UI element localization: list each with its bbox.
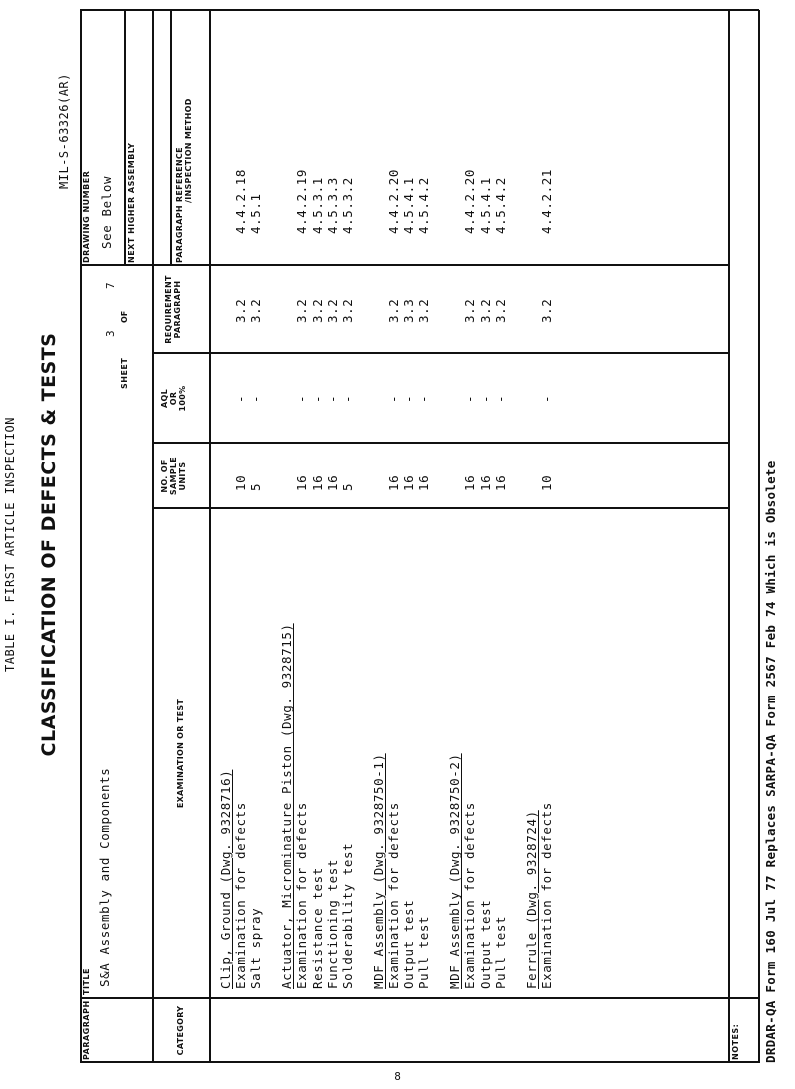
requirement-cell: 3.2 [386,298,401,323]
sample-units-cell: 16 [401,474,417,491]
aql-cell: - [538,394,554,403]
page-number: 8 [394,1070,401,1083]
paragraph-label: PARAGRAPH [82,1000,91,1060]
sample-units-cell: 5 [340,482,355,491]
aql-cell: - [294,394,310,403]
aql-cell: - [477,394,493,403]
of-label: OF [120,310,129,323]
item-heading: Clip, Ground (Dwg. 9328716) [218,769,233,989]
aql-cell: - [340,394,355,403]
col-header-paragraph-reference: PARAGRAPH REFERENCE /INSPECTION METHOD [175,98,193,263]
paragraph-reference-cell: 4.5.4.1 [401,177,417,234]
requirement-cell: 3.3 [401,298,417,323]
exam-cell: Pull test [492,915,508,989]
title-label: TITLE [82,968,91,995]
aql-cell: - [492,394,508,403]
sheet-label: SHEET [120,357,129,389]
spec-number: MIL-S-63326(AR) [57,73,71,189]
paragraph-reference-cell: 4.4.2.18 [233,168,249,234]
paragraph-reference-cell: 4.4.2.20 [386,168,401,234]
drawing-number-value: See Below [99,175,114,249]
sheet-total: 7 [104,282,117,289]
exam-cell: Pull test [416,915,432,989]
exam-cell: Resistance test [309,867,325,989]
sample-units-cell: 16 [477,474,493,491]
item-heading: MDF Assembly (Dwg. 9328750-2) [447,753,463,989]
aql-cell: - [401,394,417,403]
exam-cell: Output test [477,899,493,989]
aql-cell: - [416,394,432,403]
sample-units-cell: 10 [538,474,554,491]
sheet-number: 3 [104,330,117,337]
requirement-cell: 3.2 [462,298,478,323]
sample-units-cell: 16 [416,474,432,491]
exam-cell: Output test [401,899,417,989]
exam-cell: Examination for defects [386,802,401,989]
paragraph-reference-cell: 4.5.4.2 [492,177,508,234]
sample-units-cell: 16 [386,474,401,491]
aql-cell: - [309,394,325,403]
paragraph-reference-cell: 4.4.2.20 [462,168,478,234]
requirement-cell: 3.2 [294,298,310,323]
form-footer: DRDAR-QA Form 160 Jul 77 Replaces SARPA-QA Form 2567 Feb 74 Which is Obsolete [763,460,778,1063]
notes-label: NOTES: [731,1023,740,1060]
exam-cell: Examination for defects [294,802,310,989]
item-heading: Ferrule (Dwg. 9328724) [523,810,539,989]
requirement-cell: 3.2 [324,298,340,323]
exam-cell: Examination for defects [233,802,249,989]
paragraph-reference-cell: 4.5.3.2 [340,177,355,234]
aql-cell: - [386,394,401,403]
paragraph-reference-cell: 4.4.2.19 [294,168,310,234]
paragraph-reference-cell: 4.5.4.1 [477,177,493,234]
aql-cell: - [324,394,340,403]
sample-units-cell: 16 [492,474,508,491]
requirement-cell: 3.2 [538,298,554,323]
paragraph-reference-cell: 4.5.3.3 [324,177,340,234]
sample-units-cell: 16 [309,474,325,491]
exam-cell: Salt spray [248,907,264,989]
requirement-cell: 3.2 [233,298,249,323]
sample-units-cell: 16 [462,474,478,491]
item-heading: Actuator, Microminature Piston (Dwg. 9328715) [279,623,295,989]
aql-cell: - [248,394,264,403]
paragraph-reference-cell: 4.5.1 [248,193,264,234]
aql-cell: - [233,394,249,403]
requirement-cell: 3.2 [416,298,432,323]
title-value: S&A Assembly and Components [97,767,112,987]
col-header-sample-units: NO. OF SAMPLE UNITS [160,456,187,496]
item-heading: MDF Assembly (Dwg. 9328750-1) [370,753,386,989]
table-caption: TABLE I. FIRST ARTICLE INSPECTION [3,417,17,672]
paragraph-reference-cell: 4.5.3.1 [309,177,325,234]
paragraph-reference-cell: 4.4.2.21 [538,168,554,234]
drawing-number-label: DRAWING NUMBER [82,170,91,263]
aql-cell: - [462,394,478,403]
col-header-requirement: REQUIREMENT PARAGRAPH [164,275,182,344]
exam-cell: Examination for defects [538,802,554,989]
form-title: CLASSIFICATION OF DEFECTS & TESTS [38,332,60,757]
paragraph-reference-cell: 4.5.4.2 [416,177,432,234]
requirement-cell: 3.2 [477,298,493,323]
requirement-cell: 3.2 [492,298,508,323]
col-header-aql: AQL OR 100% [160,385,187,412]
exam-cell: Solderability test [340,842,355,989]
requirement-cell: 3.2 [248,298,264,323]
sample-units-cell: 16 [324,474,340,491]
sample-units-cell: 10 [233,474,249,491]
requirement-cell: 3.2 [340,298,355,323]
col-header-exam: EXAMINATION OR TEST [176,698,185,809]
exam-cell: Functioning test [324,858,340,989]
sample-units-cell: 16 [294,474,310,491]
sample-units-cell: 5 [248,482,264,491]
col-header-category: CATEGORY [176,1005,185,1056]
next-higher-assembly-label: NEXT HIGHER ASSEMBLY [127,142,136,263]
requirement-cell: 3.2 [309,298,325,323]
exam-cell: Examination for defects [462,802,478,989]
